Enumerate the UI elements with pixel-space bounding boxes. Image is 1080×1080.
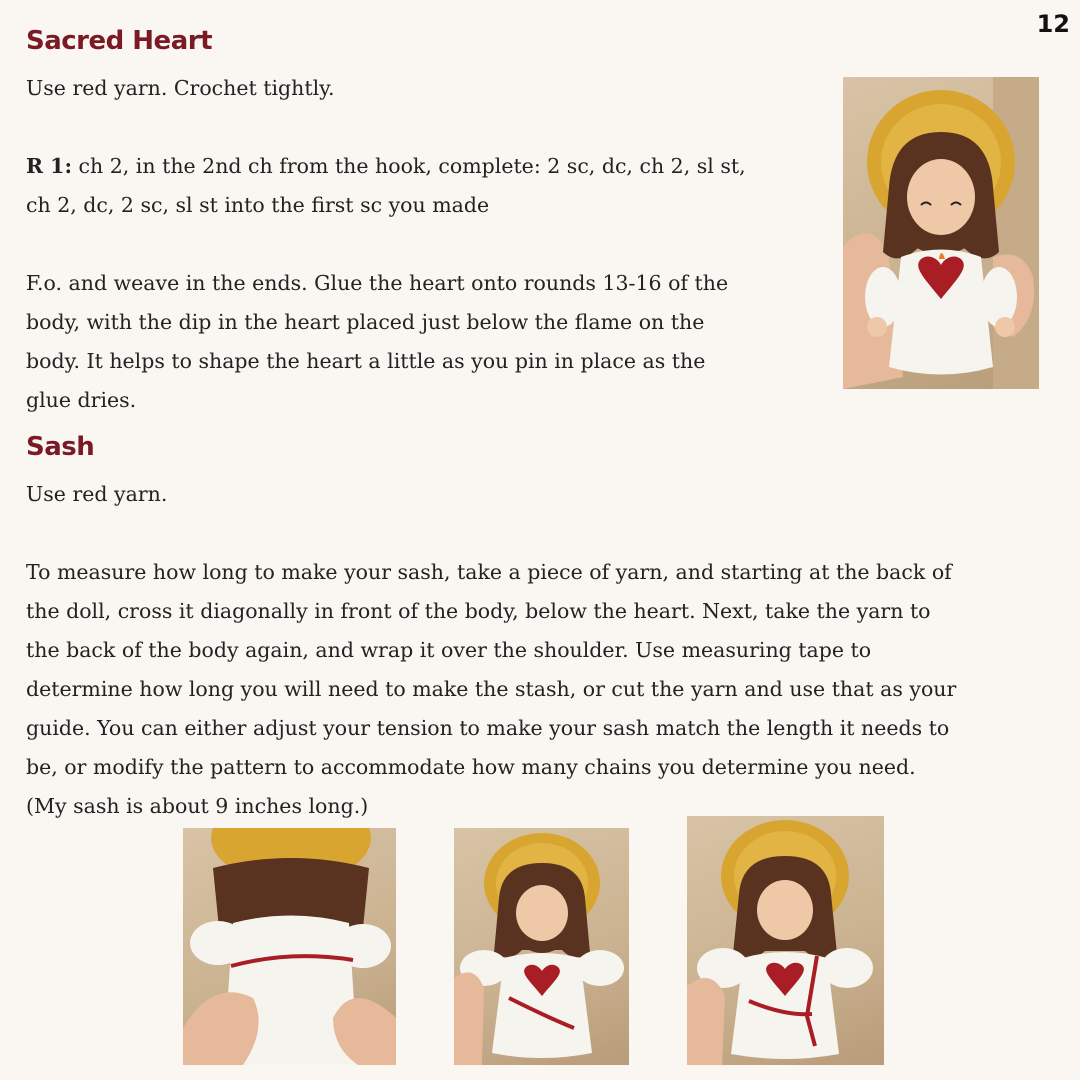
- sash-heading: Sash: [26, 432, 95, 462]
- sash-line: the doll, cross it diagonally in front of the body, below the heart. Next, take the yarn to: [26, 599, 931, 623]
- doll-sash-wrap-photo: [454, 828, 629, 1065]
- sash-line: be, or modify the pattern to accommodate how many chains you determine you need.: [26, 755, 916, 779]
- round-1-instruction: [26, 147, 816, 225]
- sash-line: the back of the body again, and wrap it over the shoulder. Use measuring tape to: [26, 638, 872, 662]
- doll-back-sash-photo: [183, 828, 396, 1065]
- round-1-text-line2: ch 2, dc, 2 sc, sl st into the first sc you made: [26, 193, 490, 217]
- round-1-text-line1: ch 2, in the 2nd ch from the hook, complete: 2 sc, dc, ch 2, sl st,: [72, 154, 746, 178]
- sash-line: (My sash is about 9 inches long.): [26, 794, 369, 818]
- sacred-heart-finishing: [26, 264, 816, 420]
- doll-sash-finished-photo: [687, 816, 884, 1065]
- sash-line: guide. You can either adjust your tension to make your sash match the length it needs to: [26, 716, 950, 740]
- sash-line: To measure how long to make your sash, take a piece of yarn, and starting at the back of: [26, 560, 952, 584]
- sacred-heart-intro: Use red yarn. Crochet tightly.: [26, 76, 335, 100]
- finish-line: glue dries.: [26, 388, 137, 412]
- doll-front-photo: [843, 77, 1039, 389]
- sash-line: determine how long you will need to make the stash, or cut the yarn and use that as your: [26, 677, 957, 701]
- round-1-label: R 1:: [26, 154, 73, 178]
- finish-line: F.o. and weave in the ends. Glue the heart onto rounds 13-16 of the: [26, 271, 729, 295]
- sash-instructions: [26, 553, 1066, 826]
- finish-line: body, with the dip in the heart placed just below the flame on the: [26, 310, 705, 334]
- sash-intro: Use red yarn.: [26, 482, 168, 506]
- sacred-heart-heading: Sacred Heart: [26, 26, 212, 56]
- page-number: 12: [1036, 10, 1070, 38]
- finish-line: body. It helps to shape the heart a little as you pin in place as the: [26, 349, 706, 373]
